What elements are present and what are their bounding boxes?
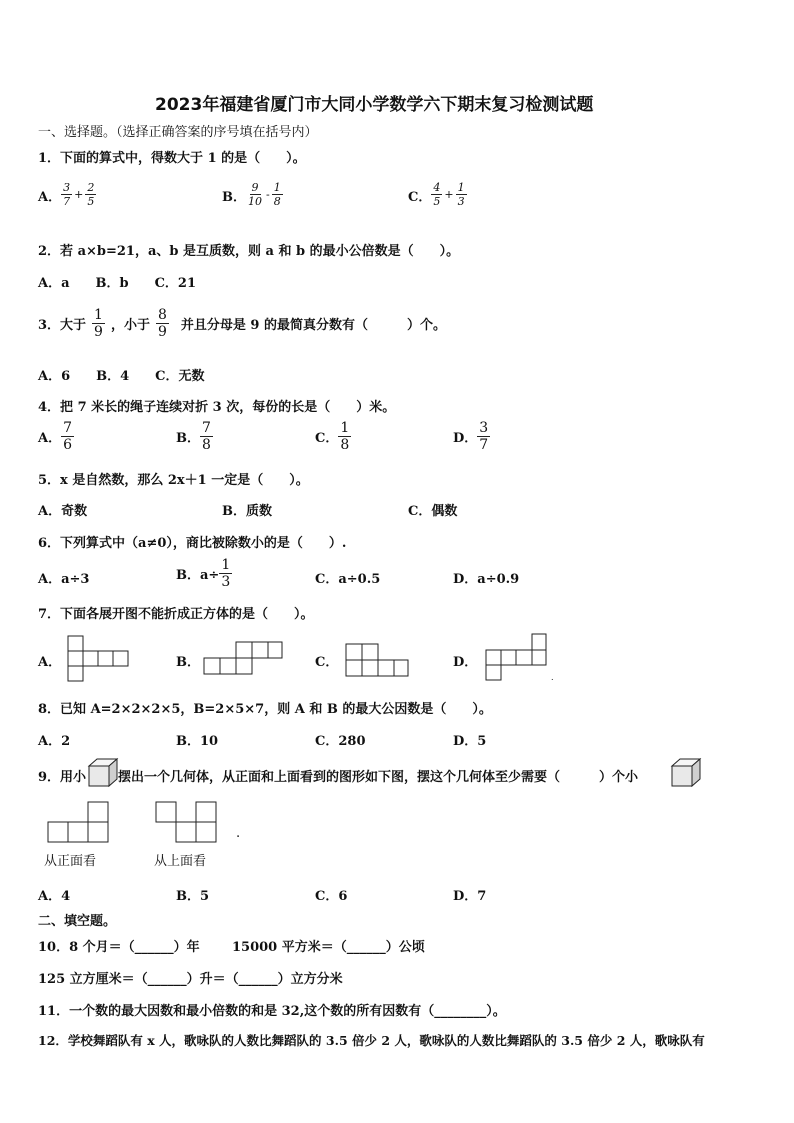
section-heading-fill: 二、填空题。: [38, 914, 117, 929]
small-cube-icon-end: [670, 758, 702, 788]
question-3: 3．大于 $\frac{1}{9}$ ，小于 $\frac{8}{9}$ 并且分母是 9 的最简真分数有（ ）个。: [38, 307, 447, 340]
q7-net-b: [202, 642, 284, 676]
question-1: 1．下面的算式中，得数大于 1 的是（ ）。: [38, 151, 306, 166]
q8-option-d: D．5: [453, 734, 487, 749]
question-7: 7．下面各展开图不能折成正方体的是（ ）。: [38, 607, 314, 622]
q2-options: A．a B．b C．21: [38, 276, 197, 291]
q4-option-c: C． $\frac{1}{8}$: [315, 420, 350, 453]
q9-dot: .: [236, 826, 241, 841]
q4-option-a: A． $\frac{7}{6}$: [38, 420, 73, 453]
front-view-figure: [46, 801, 112, 845]
q6-option-d: D．a÷0.9: [453, 572, 520, 587]
q8-option-a: A．2: [38, 734, 71, 749]
question-12: 12．学校舞蹈队有 x 人，歌咏队的人数比舞蹈队的 3.5 倍少 2 人，歌咏队的人数比舞蹈队的 3.5 倍少 2 人，歌咏队有: [38, 1033, 705, 1048]
q3-options: A．6 B．4 C．无数: [38, 369, 205, 384]
q5-option-a: A．奇数: [38, 504, 88, 519]
question-11: 11．一个数的最大因数和最小倍数的和是 32,这个数的所有因数有（________）。: [38, 1004, 506, 1019]
q1-option-b: B． $\frac{9}{10}$ - $\frac{1}{8}$: [222, 181, 281, 208]
q8-option-b: B．10: [176, 734, 219, 749]
small-cube-icon: [87, 758, 119, 788]
top-view-figure: [154, 801, 220, 845]
q7-net-c: [344, 643, 410, 677]
q1-option-c: C． $\frac{4}{5}$ + $\frac{1}{3}$: [408, 181, 465, 208]
q6-option-b: B．a÷ $\frac{1}{3}$: [176, 557, 231, 590]
question-10-part2: 15000 平方米＝（______）公顷: [232, 940, 425, 955]
q9-option-a: A．4: [38, 889, 71, 904]
q8-option-c: C．280: [315, 734, 366, 749]
q7-option-b-label: B．: [176, 655, 200, 670]
q7-option-c-label: C．: [315, 655, 339, 670]
q4-option-b: B． $\frac{7}{8}$: [176, 420, 211, 453]
q6-option-c: C．a÷0.5: [315, 572, 381, 587]
question-8: 8．已知 A=2×2×2×5，B=2×5×7，则 A 和 B 的最大公因数是（ ）。: [38, 702, 492, 717]
q7-option-a-label: A．: [38, 655, 62, 670]
question-9-text: 摆出一个几何体，从正面和上面看到的图形如下图，摆这个几何体至少需要（ ）个小: [118, 770, 639, 785]
q5-option-c: C．偶数: [408, 504, 458, 519]
q7-net-a: [66, 634, 132, 682]
q4-option-d: D． $\frac{3}{7}$: [453, 420, 489, 453]
page-title: 2023年福建省厦门市大同小学数学六下期末复习检测试题: [155, 95, 594, 115]
q7-net-d: [484, 632, 550, 682]
front-view-label: 从正面看: [44, 854, 97, 869]
q9-option-d: D．7: [453, 889, 487, 904]
q7-dot: .: [551, 673, 554, 682]
question-5: 5．x 是自然数，那么 2x＋1 一定是（ ）。: [38, 473, 309, 488]
q9-option-b: B．5: [176, 889, 210, 904]
question-10-part1: 10．8 个月＝（______）年: [38, 940, 200, 955]
q9-option-c: C．6: [315, 889, 348, 904]
q1-option-a: A． $\frac{3}{7}$ + $\frac{2}{5}$: [38, 181, 95, 208]
q7-option-d-label: D．: [453, 655, 478, 670]
question-6: 6．下列算式中（a≠0），商比被除数小的是（ ）.: [38, 536, 347, 551]
question-9-start: 9．用小: [38, 770, 87, 785]
top-view-label: 从上面看: [154, 854, 207, 869]
q5-option-b: B．质数: [222, 504, 272, 519]
question-2: 2．若 a×b=21，a、b 是互质数，则 a 和 b 的最小公倍数是（ ）。: [38, 244, 460, 259]
section-heading-choice: 一、选择题。（选择正确答案的序号填在括号内）: [38, 125, 318, 140]
question-4: 4．把 7 米长的绳子连续对折 3 次，每份的长是（ ）米。: [38, 400, 396, 415]
q6-option-a: A．a÷3: [38, 572, 90, 587]
question-10-line2: 125 立方厘米＝（______）升＝（______）立方分米: [38, 972, 343, 987]
